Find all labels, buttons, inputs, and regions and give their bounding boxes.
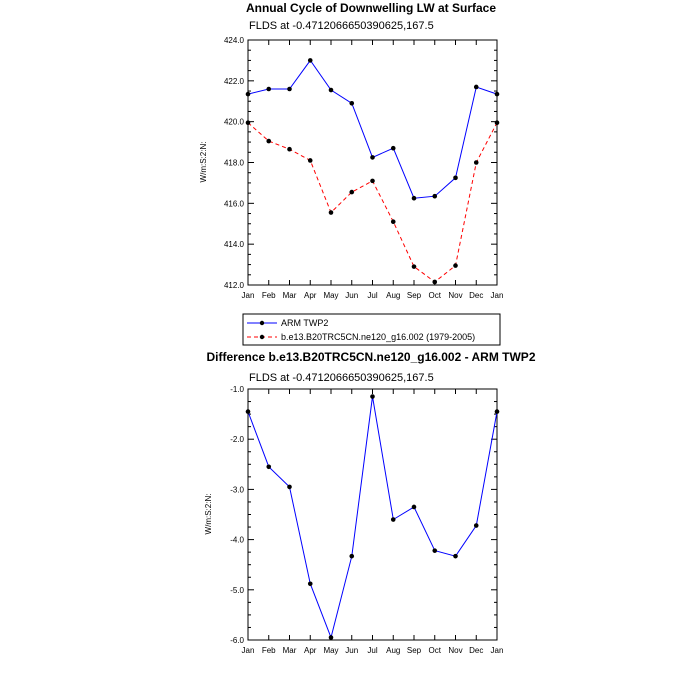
x-tick-label: Nov	[448, 646, 463, 655]
legend-marker-model	[260, 335, 264, 339]
data-point	[474, 523, 479, 528]
chart-2-axes	[230, 385, 503, 655]
x-tick-label: Apr	[304, 646, 317, 655]
y-tick-label: -3.0	[230, 485, 244, 495]
data-point	[453, 263, 458, 268]
y-tick-label: 412.0	[223, 281, 244, 290]
data-point	[329, 88, 334, 93]
data-point	[432, 548, 437, 553]
data-point	[495, 92, 500, 97]
chart-1-axes	[224, 36, 503, 300]
chart-1-y-axis-label: W/m:S:2:N:	[199, 141, 208, 183]
x-tick-label: Mar	[282, 291, 297, 300]
chart-2-y-axis-label: W/m:S:2:N:	[204, 493, 213, 535]
legend-marker-arm	[260, 321, 264, 325]
data-point	[246, 120, 251, 125]
chart-1-subtitle: FLDS at -0.4712066650390625,167.5	[249, 20, 434, 32]
y-tick-label: 414.0	[223, 240, 244, 250]
y-tick-label: -5.0	[230, 585, 244, 595]
y-tick-label: 422.0	[223, 76, 244, 86]
data-point	[287, 485, 292, 490]
x-tick-label: Aug	[386, 291, 401, 300]
data-point	[391, 517, 396, 522]
legend	[243, 314, 500, 345]
data-point	[287, 87, 292, 92]
data-point	[432, 280, 437, 285]
data-point	[474, 85, 479, 90]
x-tick-label: Nov	[448, 291, 463, 300]
data-point	[266, 139, 271, 144]
series-line-1	[248, 123, 497, 282]
x-tick-label: Oct	[428, 291, 441, 300]
data-point	[287, 147, 292, 152]
y-tick-label: -6.0	[230, 636, 244, 645]
chart-1-title: Annual Cycle of Downwelling LW at Surface	[245, 1, 497, 15]
data-point	[412, 505, 417, 510]
chart-1-series	[246, 58, 500, 284]
data-point	[370, 179, 375, 184]
y-tick-label: -1.0	[230, 385, 244, 394]
data-point	[495, 120, 500, 125]
chart-2-title: Difference b.e13.B20TRC5CN.ne120_g16.002 - ARM TWP2	[206, 350, 536, 364]
data-point	[495, 409, 500, 414]
x-tick-label: Jun	[345, 291, 359, 300]
chart-annual-cycle	[199, 1, 503, 300]
data-point	[329, 210, 334, 215]
x-tick-label: Jul	[367, 291, 378, 300]
y-tick-label: 424.0	[223, 36, 244, 45]
data-point	[246, 409, 251, 414]
data-point	[412, 196, 417, 201]
data-point	[308, 158, 313, 163]
y-tick-label: 420.0	[223, 117, 244, 127]
data-point	[349, 190, 354, 195]
data-point	[432, 194, 437, 199]
legend-label-model: b.e13.B20TRC5CN.ne120_g16.002 (1979-2005)	[281, 332, 476, 342]
y-tick-label: 416.0	[223, 199, 244, 209]
data-point	[308, 58, 313, 63]
x-tick-label: May	[323, 291, 339, 300]
x-tick-label: Jan	[241, 646, 255, 655]
y-tick-label: 418.0	[223, 158, 244, 168]
x-tick-label: Feb	[261, 646, 276, 655]
chart-2-series	[246, 394, 500, 640]
data-point	[453, 554, 458, 559]
chart-2-plot-frame	[248, 389, 497, 640]
data-point	[266, 465, 271, 470]
series-line-0	[248, 397, 497, 638]
x-tick-label: Jan	[490, 646, 504, 655]
x-tick-label: Sep	[406, 646, 422, 655]
data-point	[349, 554, 354, 559]
x-tick-label: May	[323, 646, 339, 655]
data-point	[308, 581, 313, 586]
x-tick-label: Jan	[241, 291, 255, 300]
chart-1-plot-frame	[248, 40, 497, 285]
data-point	[266, 87, 271, 92]
x-tick-label: Jun	[345, 646, 359, 655]
x-tick-label: Dec	[469, 646, 484, 655]
series-line-0	[248, 60, 497, 198]
x-tick-label: Oct	[428, 646, 441, 655]
legend-label-arm: ARM TWP2	[281, 318, 329, 328]
data-point	[329, 635, 334, 640]
data-point	[453, 176, 458, 181]
x-tick-label: Jul	[367, 646, 378, 655]
data-point	[474, 160, 479, 165]
x-tick-label: Feb	[261, 291, 276, 300]
chart-difference	[204, 350, 536, 655]
y-tick-label: -4.0	[230, 535, 244, 545]
data-point	[391, 146, 396, 151]
x-tick-label: Aug	[386, 646, 401, 655]
x-tick-label: Dec	[469, 291, 484, 300]
data-point	[412, 264, 417, 269]
x-tick-label: Apr	[304, 291, 317, 300]
chart-2-subtitle: FLDS at -0.4712066650390625,167.5	[249, 372, 434, 384]
data-point	[391, 219, 396, 224]
x-tick-label: Jan	[490, 291, 504, 300]
y-tick-label: -2.0	[230, 435, 244, 445]
data-point	[370, 394, 375, 399]
data-point	[349, 101, 354, 106]
data-point	[246, 92, 251, 97]
x-tick-label: Sep	[406, 291, 422, 300]
x-tick-label: Mar	[282, 646, 297, 655]
data-point	[370, 155, 375, 160]
